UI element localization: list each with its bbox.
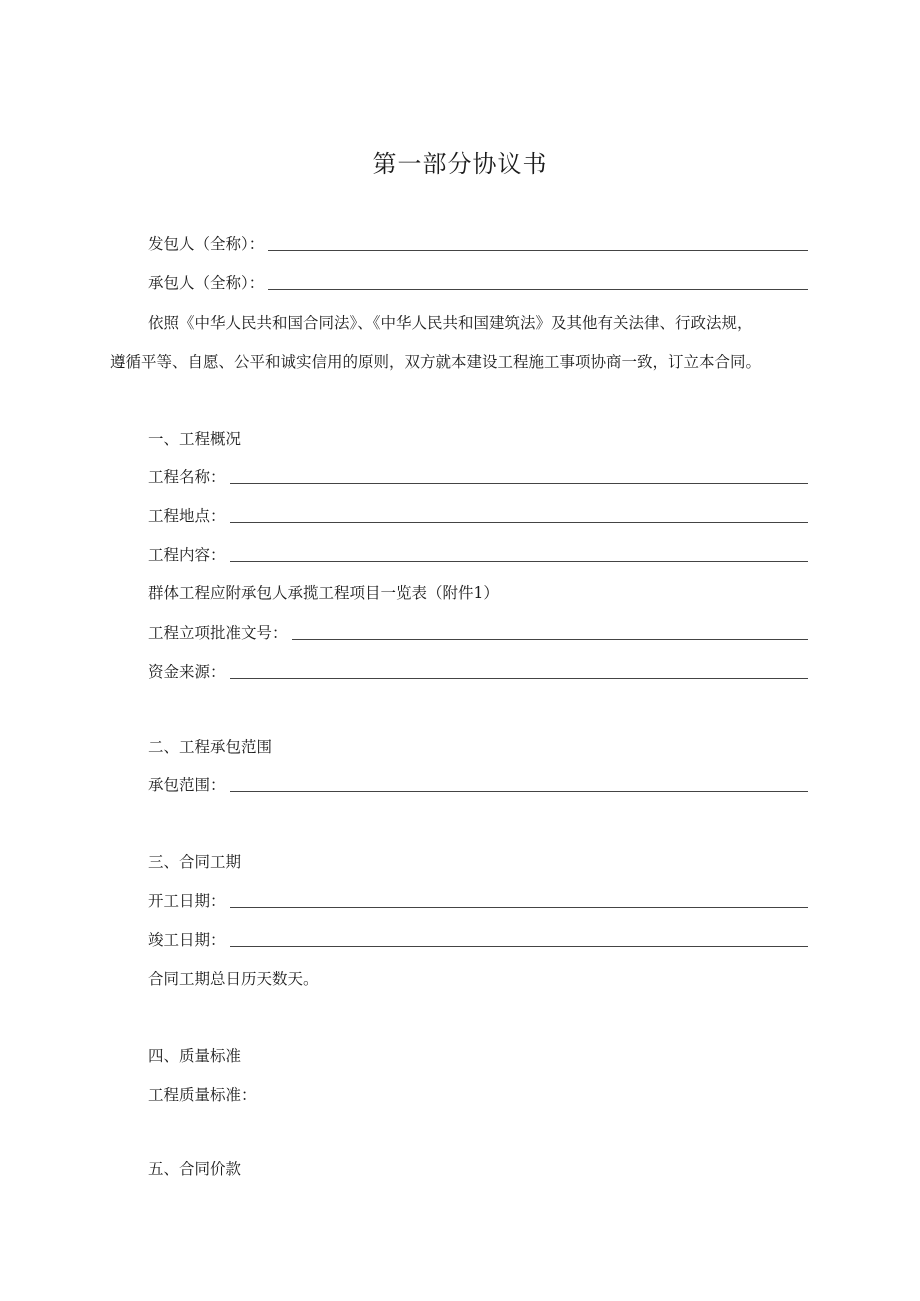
fund-source-blank[interactable]: [230, 678, 808, 679]
preamble-line-2: 遵循平等、自愿、公平和诚实信用的原则，双方就本建设工程施工事项协商一致，订立本合同。: [110, 353, 762, 371]
scope-blank[interactable]: [230, 791, 808, 792]
preamble-line-1: 依照《中华人民共和国合同法》、《中华人民共和国建筑法》及其他有关法律、行政法规，: [148, 314, 753, 332]
fund-source-label: 资金来源：: [148, 663, 226, 681]
start-date-line: [148, 889, 808, 913]
project-name-blank[interactable]: [230, 483, 808, 484]
group-project-note: 群体工程应附承包人承揽工程项目一览表（附件1）: [148, 584, 499, 602]
project-location-line: [148, 504, 808, 528]
scope-label: 承包范围：: [148, 776, 226, 794]
approval-no-label: 工程立项批准文号：: [148, 624, 288, 642]
section3-heading: 三、合同工期: [148, 853, 242, 871]
section1-heading: 一、工程概况: [148, 430, 242, 448]
project-content-blank[interactable]: [230, 561, 808, 562]
project-content-label: 工程内容：: [148, 546, 226, 564]
contractor-label: 承包人（全称）：: [148, 274, 265, 292]
employer-label: 发包人（全称）：: [148, 235, 265, 253]
project-location-blank[interactable]: [230, 522, 808, 523]
total-days-text: 合同工期总日历天数天。: [148, 970, 319, 988]
contractor-blank[interactable]: [268, 289, 808, 290]
start-date-blank[interactable]: [230, 907, 808, 908]
project-name-label: 工程名称：: [148, 468, 226, 486]
section4-heading: 四、质量标准: [148, 1047, 242, 1065]
section5-heading: 五、合同价款: [148, 1160, 242, 1178]
approval-no-line: [148, 621, 808, 645]
approval-no-blank[interactable]: [292, 639, 808, 640]
quality-standard-label: 工程质量标准：: [148, 1086, 257, 1104]
project-content-line: [148, 543, 808, 567]
contractor-line: [148, 271, 808, 295]
completion-date-label: 竣工日期：: [148, 931, 226, 949]
completion-date-line: [148, 928, 808, 952]
section2-heading: 二、工程承包范围: [148, 738, 273, 756]
project-location-label: 工程地点：: [148, 507, 226, 525]
completion-date-blank[interactable]: [230, 946, 808, 947]
scope-line: [148, 773, 808, 797]
start-date-label: 开工日期：: [148, 892, 226, 910]
employer-line: [148, 232, 808, 256]
document-title: 第一部分协议书: [372, 150, 548, 178]
project-name-line: [148, 465, 808, 489]
employer-blank[interactable]: [268, 250, 808, 251]
fund-source-line: [148, 660, 808, 684]
